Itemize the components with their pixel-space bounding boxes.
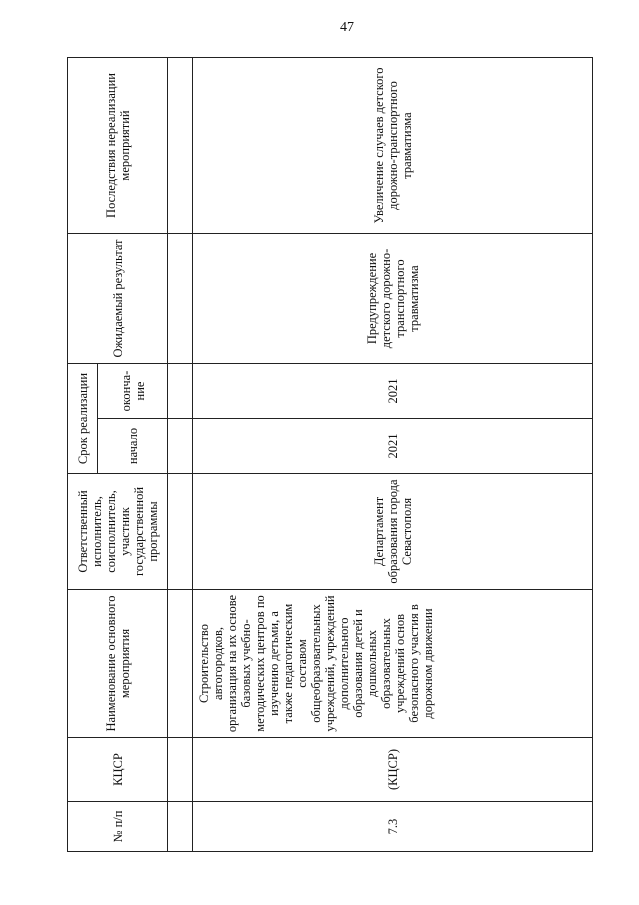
row-executor: Департамент образования города Севастополя <box>193 474 593 590</box>
spacer-cell <box>168 363 193 418</box>
header-executor: Ответственный исполнитель, соисполнитель, участник государственной программы <box>68 474 168 590</box>
header-end: оконча-ние <box>98 363 168 418</box>
row-result: Предупреждение детского дорожно-транспортного травматизма <box>193 233 593 363</box>
header-name: Наименование основного мероприятия <box>68 590 168 738</box>
spacer-cell <box>168 590 193 738</box>
row-consequences: Увеличение случаев детского дорожно-транспортного травматизма <box>193 57 593 233</box>
spacer-cell <box>168 419 193 474</box>
row-start: 2021 <box>193 419 593 474</box>
spacer-row <box>168 57 193 851</box>
header-kcsr: КЦСР <box>68 738 168 802</box>
spacer-cell <box>168 233 193 363</box>
measures-table <box>67 57 593 852</box>
rotated-table-wrapper <box>67 58 593 852</box>
spacer-cell <box>168 474 193 590</box>
header-result: Ожидаемый результат <box>68 233 168 363</box>
header-consequences: Последствия нереализации мероприятий <box>68 57 168 233</box>
row-name: Строительство автогородков, организация на их основе базовых учебно-методических центров по изучению детьми, а также педагогическим составом общеобразовательных учреждений, учреждений дополнительного образования детей и дошкольных образовательных учреждений основ безопасного участия в дорожном движении <box>193 590 593 738</box>
spacer-cell <box>168 738 193 802</box>
table-row <box>193 57 593 851</box>
header-num: № п/п <box>68 802 168 852</box>
row-end: 2021 <box>193 363 593 418</box>
row-num: 7.3 <box>193 802 593 852</box>
row-kcsr: (КЦСР) <box>193 738 593 802</box>
header-start: начало <box>98 419 168 474</box>
spacer-cell <box>168 802 193 852</box>
page-number: 47 <box>340 20 354 35</box>
header-row-1 <box>68 57 98 851</box>
header-period: Срок реализации <box>68 363 98 473</box>
spacer-cell <box>168 57 193 233</box>
